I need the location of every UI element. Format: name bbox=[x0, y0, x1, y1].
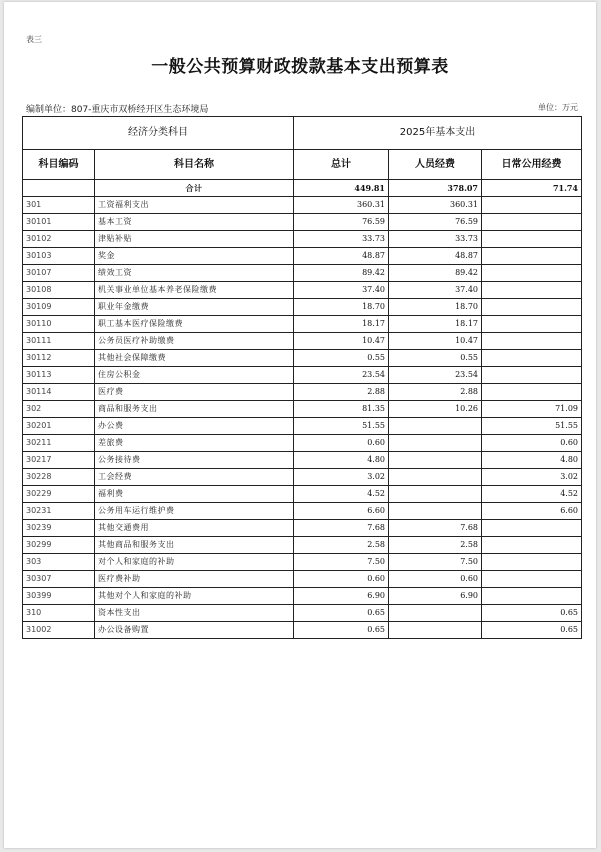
row-name: 工资福利支出 bbox=[95, 197, 294, 214]
row-daily: 51.55 bbox=[482, 418, 582, 435]
row-total: 18.70 bbox=[294, 299, 389, 316]
row-code: 310 bbox=[23, 605, 95, 622]
row-name: 公务用车运行维护费 bbox=[95, 503, 294, 520]
row-code: 30107 bbox=[23, 265, 95, 282]
row-daily: 0.60 bbox=[482, 435, 582, 452]
table-row bbox=[23, 520, 582, 537]
table-row bbox=[23, 537, 582, 554]
row-total: 4.52 bbox=[294, 486, 389, 503]
row-personnel: 2.58 bbox=[389, 537, 482, 554]
row-total: 6.60 bbox=[294, 503, 389, 520]
row-daily: 0.65 bbox=[482, 605, 582, 622]
table-row bbox=[23, 418, 582, 435]
table-row bbox=[23, 197, 582, 214]
row-name: 医疗费补助 bbox=[95, 571, 294, 588]
row-code: 30103 bbox=[23, 248, 95, 265]
row-total: 0.60 bbox=[294, 571, 389, 588]
row-daily bbox=[482, 520, 582, 537]
table-row bbox=[23, 350, 582, 367]
sheet-label: 表三 bbox=[26, 35, 42, 44]
header-row-1 bbox=[23, 117, 582, 150]
row-name: 对个人和家庭的补助 bbox=[95, 554, 294, 571]
table-row bbox=[23, 503, 582, 520]
row-total: 37.40 bbox=[294, 282, 389, 299]
row-code: 30114 bbox=[23, 384, 95, 401]
row-personnel: 18.70 bbox=[389, 299, 482, 316]
row-total: 89.42 bbox=[294, 265, 389, 282]
row-name: 医疗费 bbox=[95, 384, 294, 401]
row-name: 商品和服务支出 bbox=[95, 401, 294, 418]
currency-unit: 单位：万元 bbox=[538, 103, 578, 112]
header-row-2 bbox=[23, 150, 582, 180]
row-total: 23.54 bbox=[294, 367, 389, 384]
row-daily: 3.02 bbox=[482, 469, 582, 486]
row-name: 资本性支出 bbox=[95, 605, 294, 622]
row-total: 7.68 bbox=[294, 520, 389, 537]
row-daily bbox=[482, 367, 582, 384]
header-name: 科目名称 bbox=[95, 150, 294, 180]
row-name: 工会经费 bbox=[95, 469, 294, 486]
row-daily bbox=[482, 537, 582, 554]
row-total: 360.31 bbox=[294, 197, 389, 214]
total-row bbox=[23, 180, 582, 197]
table-row bbox=[23, 486, 582, 503]
row-daily: 6.60 bbox=[482, 503, 582, 520]
row-name: 办公设备购置 bbox=[95, 622, 294, 639]
row-name: 机关事业单位基本养老保险缴费 bbox=[95, 282, 294, 299]
header-total: 总计 bbox=[294, 150, 389, 180]
row-personnel: 37.40 bbox=[389, 282, 482, 299]
row-name: 绩效工资 bbox=[95, 265, 294, 282]
table-row bbox=[23, 605, 582, 622]
table-row bbox=[23, 265, 582, 282]
row-code: 30307 bbox=[23, 571, 95, 588]
row-daily bbox=[482, 554, 582, 571]
row-code: 303 bbox=[23, 554, 95, 571]
row-daily bbox=[482, 231, 582, 248]
compiling-unit: 编制单位：807-重庆市双桥经开区生态环境局 bbox=[26, 105, 209, 115]
row-total: 10.47 bbox=[294, 333, 389, 350]
row-daily bbox=[482, 350, 582, 367]
row-code: 31002 bbox=[23, 622, 95, 639]
row-daily: 4.52 bbox=[482, 486, 582, 503]
table-row bbox=[23, 316, 582, 333]
row-code: 30239 bbox=[23, 520, 95, 537]
row-total: 0.60 bbox=[294, 435, 389, 452]
row-personnel bbox=[389, 435, 482, 452]
total-total: 449.81 bbox=[294, 180, 389, 197]
row-total: 0.65 bbox=[294, 622, 389, 639]
table-row bbox=[23, 588, 582, 605]
row-code: 30229 bbox=[23, 486, 95, 503]
row-daily bbox=[482, 197, 582, 214]
row-personnel bbox=[389, 622, 482, 639]
row-name: 住房公积金 bbox=[95, 367, 294, 384]
row-personnel: 89.42 bbox=[389, 265, 482, 282]
row-code: 30299 bbox=[23, 537, 95, 554]
page-title: 一般公共预算财政拨款基本支出预算表 bbox=[151, 57, 449, 77]
row-code: 301 bbox=[23, 197, 95, 214]
row-personnel: 6.90 bbox=[389, 588, 482, 605]
total-daily: 71.74 bbox=[482, 180, 582, 197]
row-code: 30113 bbox=[23, 367, 95, 384]
row-daily bbox=[482, 299, 582, 316]
row-personnel: 0.60 bbox=[389, 571, 482, 588]
row-code: 30109 bbox=[23, 299, 95, 316]
table-row bbox=[23, 384, 582, 401]
total-personnel: 378.07 bbox=[389, 180, 482, 197]
table-row bbox=[23, 571, 582, 588]
row-personnel: 2.88 bbox=[389, 384, 482, 401]
header-category: 经济分类科目 bbox=[23, 117, 294, 150]
table-row bbox=[23, 435, 582, 452]
row-personnel: 48.87 bbox=[389, 248, 482, 265]
row-daily: 71.09 bbox=[482, 401, 582, 418]
row-name: 其他社会保障缴费 bbox=[95, 350, 294, 367]
row-personnel: 33.73 bbox=[389, 231, 482, 248]
table-row bbox=[23, 333, 582, 350]
row-name: 津贴补贴 bbox=[95, 231, 294, 248]
row-total: 33.73 bbox=[294, 231, 389, 248]
table-row bbox=[23, 282, 582, 299]
row-total: 0.65 bbox=[294, 605, 389, 622]
row-total: 51.55 bbox=[294, 418, 389, 435]
row-name: 办公费 bbox=[95, 418, 294, 435]
row-code: 30217 bbox=[23, 452, 95, 469]
header-code: 科目编码 bbox=[23, 150, 95, 180]
row-personnel: 7.68 bbox=[389, 520, 482, 537]
row-personnel: 360.31 bbox=[389, 197, 482, 214]
table-row bbox=[23, 554, 582, 571]
row-name: 基本工资 bbox=[95, 214, 294, 231]
row-total: 0.55 bbox=[294, 350, 389, 367]
row-personnel: 18.17 bbox=[389, 316, 482, 333]
row-total: 2.88 bbox=[294, 384, 389, 401]
row-name: 职工基本医疗保险缴费 bbox=[95, 316, 294, 333]
row-name: 职业年金缴费 bbox=[95, 299, 294, 316]
row-name: 其他对个人和家庭的补助 bbox=[95, 588, 294, 605]
row-daily bbox=[482, 384, 582, 401]
header-year-expense: 2025年基本支出 bbox=[294, 117, 582, 150]
row-code: 30110 bbox=[23, 316, 95, 333]
row-code: 30228 bbox=[23, 469, 95, 486]
row-code: 30101 bbox=[23, 214, 95, 231]
row-daily: 0.65 bbox=[482, 622, 582, 639]
row-name: 福利费 bbox=[95, 486, 294, 503]
row-code: 30399 bbox=[23, 588, 95, 605]
row-name: 公务员医疗补助缴费 bbox=[95, 333, 294, 350]
row-personnel: 10.47 bbox=[389, 333, 482, 350]
row-personnel: 7.50 bbox=[389, 554, 482, 571]
row-code: 30112 bbox=[23, 350, 95, 367]
row-name: 公务接待费 bbox=[95, 452, 294, 469]
row-daily bbox=[482, 214, 582, 231]
row-name: 其他商品和服务支出 bbox=[95, 537, 294, 554]
row-personnel bbox=[389, 486, 482, 503]
row-daily bbox=[482, 333, 582, 350]
row-personnel: 0.55 bbox=[389, 350, 482, 367]
row-personnel: 23.54 bbox=[389, 367, 482, 384]
row-daily bbox=[482, 265, 582, 282]
table-row bbox=[23, 367, 582, 384]
table-row bbox=[23, 231, 582, 248]
row-total: 48.87 bbox=[294, 248, 389, 265]
row-code: 30211 bbox=[23, 435, 95, 452]
row-daily: 4.80 bbox=[482, 452, 582, 469]
row-total: 18.17 bbox=[294, 316, 389, 333]
row-total: 4.80 bbox=[294, 452, 389, 469]
row-name: 其他交通费用 bbox=[95, 520, 294, 537]
row-personnel: 10.26 bbox=[389, 401, 482, 418]
budget-table bbox=[22, 116, 582, 639]
table-row bbox=[23, 299, 582, 316]
table-row bbox=[23, 214, 582, 231]
row-code: 30102 bbox=[23, 231, 95, 248]
row-code: 30201 bbox=[23, 418, 95, 435]
row-code: 302 bbox=[23, 401, 95, 418]
table-row bbox=[23, 469, 582, 486]
row-code: 30231 bbox=[23, 503, 95, 520]
row-personnel bbox=[389, 605, 482, 622]
table-row bbox=[23, 452, 582, 469]
row-name: 差旅费 bbox=[95, 435, 294, 452]
row-daily bbox=[482, 588, 582, 605]
row-personnel bbox=[389, 452, 482, 469]
header-daily: 日常公用经费 bbox=[482, 150, 582, 180]
row-total: 6.90 bbox=[294, 588, 389, 605]
header-personnel: 人员经费 bbox=[389, 150, 482, 180]
row-daily bbox=[482, 248, 582, 265]
row-personnel bbox=[389, 418, 482, 435]
row-name: 奖金 bbox=[95, 248, 294, 265]
row-total: 7.50 bbox=[294, 554, 389, 571]
row-personnel bbox=[389, 503, 482, 520]
table-row bbox=[23, 622, 582, 639]
row-daily bbox=[482, 571, 582, 588]
table-row bbox=[23, 248, 582, 265]
row-total: 3.02 bbox=[294, 469, 389, 486]
row-total: 76.59 bbox=[294, 214, 389, 231]
row-total: 81.35 bbox=[294, 401, 389, 418]
row-personnel: 76.59 bbox=[389, 214, 482, 231]
row-personnel bbox=[389, 469, 482, 486]
total-code-cell bbox=[23, 180, 95, 197]
row-total: 2.58 bbox=[294, 537, 389, 554]
row-code: 30108 bbox=[23, 282, 95, 299]
table-row bbox=[23, 401, 582, 418]
row-code: 30111 bbox=[23, 333, 95, 350]
row-daily bbox=[482, 282, 582, 299]
total-label: 合计 bbox=[95, 180, 294, 197]
row-daily bbox=[482, 316, 582, 333]
